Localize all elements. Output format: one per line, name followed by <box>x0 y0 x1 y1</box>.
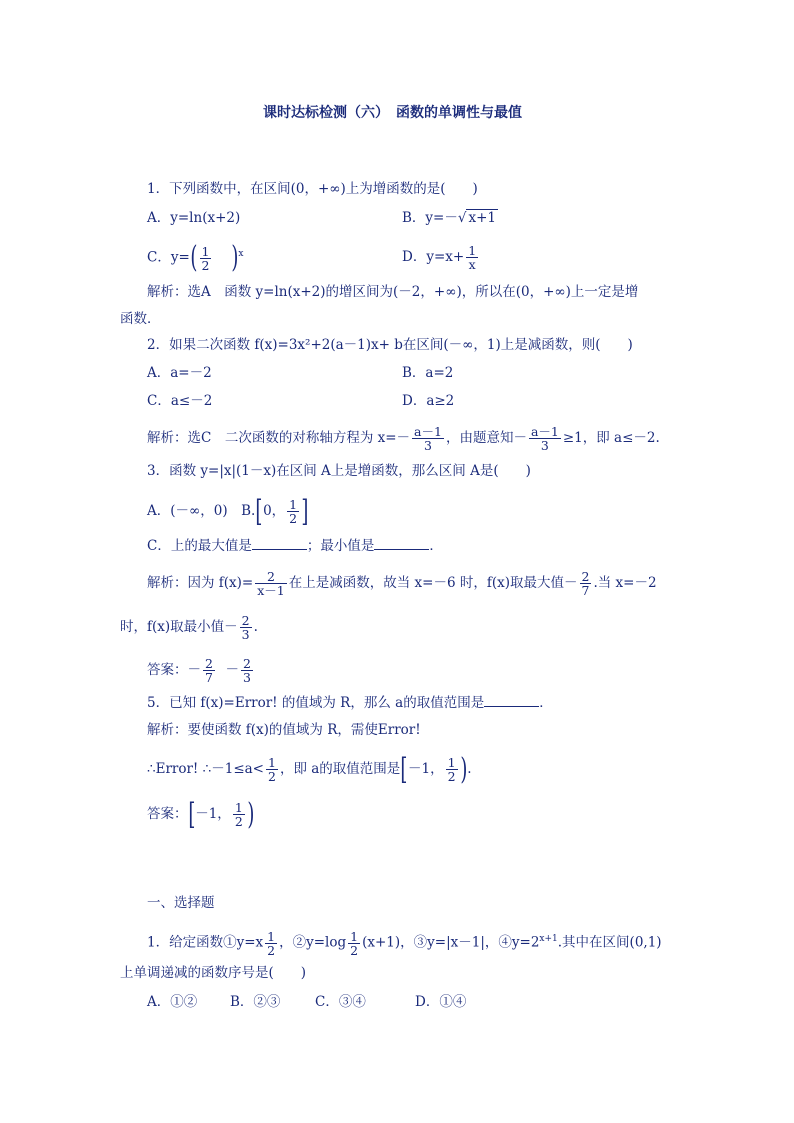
q1-option-a: A．y=ln(x+2) <box>147 210 241 226</box>
q6-option-d: D．①④ <box>415 994 467 1010</box>
q6-stem-cont: 上单调递减的函数序号是( ) <box>120 965 307 981</box>
q5-stem: 5．已知 f(x)=Error! 的值域为 R，那么 a的取值范围是 ． <box>147 692 553 713</box>
q6-option-b: B．②③ <box>230 994 281 1010</box>
q4-solution: 解析：因为 f(x)= $\frac{2}{x-1}$ 在上是减函数，故当 x=－6 时，f(x)取最大值－ $\frac{2}{7}$ .当 x=－2 <box>147 569 657 598</box>
q6-stem: 1．给定函数①y=x $\frac{1}{2}$ ，②y=log $\frac{1}{2}$ (x+1)，③y=|x－1|，$④y=2^{x+1}$.其中在区间(0,1) <box>147 928 662 958</box>
q2-stem: 2．如果二次函数 f(x)=3x²+2(a－1)x+ b在区间(－∞，1)上是减函数，则( ) <box>147 337 633 353</box>
q5-answer: 答案：[－1， $\frac{1}{2}$ ) <box>147 796 255 832</box>
q1-stem: 1．下列函数中，在区间(0，+∞)上为增函数的是( ) <box>147 181 478 197</box>
q1-option-c: C．y=( $\frac{1}{2}$ )$^x$ <box>147 240 244 275</box>
q2-option-a: A．a=－2 <box>147 365 212 381</box>
q5-solution: 解析：要使函数 f(x)的值域为 R，需使Error! <box>147 722 421 738</box>
q6-option-c: C．③④ <box>315 994 366 1010</box>
q4-solution-cont: 时，f(x)取最小值－ $\frac{2}{3}$ . <box>120 613 258 642</box>
q1-solution: 解析：选A 函数 y=ln(x+2)的增区间为(－2，+∞)，所以在(0，+∞)上一定是增 <box>147 284 639 300</box>
q2-option-b: B．a=2 <box>402 365 454 381</box>
page-title: 课时达标检测（六） 函数的单调性与最值 <box>263 105 522 121</box>
q2-solution: 解析：选C 二次函数的对称轴方程为 x=－ $\frac{a-1}{3}$ ，由题意知－ $\frac{a-1}{3}$ ≥1，即 a≤－2. <box>147 424 660 453</box>
q2-option-d: D．a≥2 <box>402 393 455 409</box>
q3-stem: 3．函数 y=|x|(1－x)在区间 A上是增函数，那么区间 A是( ) <box>147 463 531 479</box>
q4-option-c: C．上的最大值是 ；最小值是 ． <box>147 535 443 556</box>
q6-option-a: A．①② <box>147 994 198 1010</box>
q1-option-b: B．y=－√ x+1 <box>402 210 496 226</box>
q2-option-c: C．a≤－2 <box>147 393 213 409</box>
q4-answer: 答案：－ $\frac{2}{7}$ － $\frac{2}{3}$ <box>147 656 251 685</box>
q5-solution-cont: ∴Error! ∴－1≤a< $\frac{1}{2}$ ，即 a的取值范围是[－1， $\frac{1}{2}$ ). <box>147 751 472 787</box>
q3-options: A．(－∞，0) B.[0， $\frac{1}{2}$ ] <box>147 493 309 529</box>
q1-solution-cont: 函数． <box>120 311 161 327</box>
q1-option-d: D．y=x+ $\frac{1}{x}$ <box>402 243 477 272</box>
section-heading: 一、选择题 <box>147 895 215 911</box>
